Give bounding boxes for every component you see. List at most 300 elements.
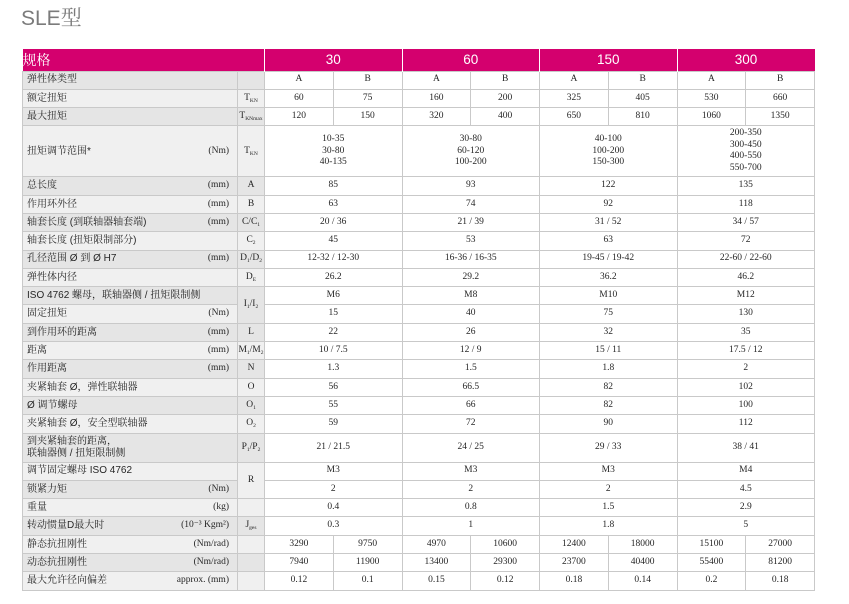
value-cell: M10 <box>540 287 678 305</box>
row-label-wrap <box>27 382 229 394</box>
row-symbol-cell <box>238 554 265 572</box>
value-cell: 24 / 25 <box>402 433 540 462</box>
symbol-letter: /I <box>249 299 256 310</box>
value-cell: 34 / 57 <box>677 213 815 231</box>
value-cell: 60 <box>265 89 334 107</box>
row-symbol-cell <box>238 71 265 89</box>
table-row <box>23 268 815 286</box>
row-label-cell <box>23 480 238 498</box>
value-cell: 82 <box>540 396 678 414</box>
value-cell: 10600 <box>471 535 540 553</box>
value-cell: 21 / 39 <box>402 213 540 231</box>
value-cell: 12400 <box>540 535 609 553</box>
table-row <box>23 195 815 213</box>
value-cell: 46.2 <box>677 268 815 286</box>
row-label-cell <box>23 108 238 126</box>
symbol-subscript: 1 <box>246 446 250 453</box>
row-label-cell <box>23 126 238 177</box>
row-label-cell <box>23 89 238 107</box>
value-line: 60-120 <box>457 145 485 156</box>
symbol-letter: L <box>248 326 254 337</box>
row-symbol-cell <box>238 177 265 195</box>
symbol-letter: /M <box>249 344 261 355</box>
row-label-cell <box>23 572 238 590</box>
value-line: 550-700 <box>729 162 762 173</box>
row-unit: (mm) <box>207 216 229 227</box>
row-label-wrap <box>27 253 229 265</box>
symbol-subscript: KN <box>249 150 258 157</box>
value-cell: 2 <box>677 360 815 378</box>
row-label: 夹紧轴套 Ø，安全型联轴器 <box>27 418 148 430</box>
symbol-letter: B <box>247 198 255 209</box>
table-row <box>23 378 815 396</box>
value-line: 10-35 <box>322 134 345 144</box>
value-cell: 10 / 7.5 <box>265 342 403 360</box>
value-line: 40-100 <box>594 134 622 144</box>
table-row <box>23 360 815 378</box>
table-row <box>23 108 815 126</box>
table-row <box>23 415 815 433</box>
value-cell: 2 <box>402 480 540 498</box>
value-cell: 20 / 36 <box>265 213 403 231</box>
table-row <box>23 499 815 517</box>
row-label: 总长度 <box>27 180 57 192</box>
value-cell: B <box>608 71 677 89</box>
value-cell: 23700 <box>540 554 609 572</box>
row-label-wrap <box>27 436 229 459</box>
symbol-subscript: KNmax <box>245 115 263 122</box>
row-label-wrap <box>27 484 229 496</box>
row-label: 作用环外径 <box>27 198 77 210</box>
value-cell: M3 <box>540 462 678 480</box>
symbol-letter: /P <box>249 441 258 452</box>
table-row <box>23 323 815 341</box>
table-row <box>23 89 815 107</box>
value-cell: 56 <box>265 378 403 396</box>
value-cell: 63 <box>540 232 678 250</box>
symbol-subscript: ges <box>249 525 257 532</box>
row-label-wrap <box>27 180 229 192</box>
value-cell: 75 <box>333 89 402 107</box>
value-cell: 55400 <box>677 554 746 572</box>
row-symbol-cell <box>238 433 265 462</box>
value-cell: 405 <box>608 89 677 107</box>
symbol-letter: T <box>244 145 250 156</box>
value-cell: 90 <box>540 415 678 433</box>
row-label-cell <box>23 195 238 213</box>
row-label-wrap <box>27 308 229 320</box>
row-label-cell <box>23 535 238 553</box>
value-cell: M12 <box>677 287 815 305</box>
value-cell: B <box>333 71 402 89</box>
row-label: 弹性体内径 <box>27 271 77 283</box>
table-row <box>23 433 815 462</box>
row-unit: (mm) <box>207 363 229 374</box>
value-cell: 150 <box>333 108 402 126</box>
row-label-wrap <box>27 557 229 569</box>
row-label: 额定扭矩 <box>27 92 67 104</box>
row-symbol-cell <box>238 342 265 360</box>
row-label-wrap <box>27 199 229 211</box>
row-label: 弹性体类型 <box>27 74 77 86</box>
value-cell: 810 <box>608 108 677 126</box>
symbol-subscript: E <box>252 276 257 283</box>
value-cell: 11900 <box>333 554 402 572</box>
value-cell: 9750 <box>333 535 402 553</box>
value-cell <box>265 126 403 177</box>
value-cell: 29.2 <box>402 268 540 286</box>
value-cell: A <box>540 71 609 89</box>
row-unit: (Nm) <box>208 145 229 156</box>
value-cell: 66 <box>402 396 540 414</box>
row-label-cell <box>23 415 238 433</box>
symbol-letter: O <box>246 418 254 429</box>
value-cell: 32 <box>540 323 678 341</box>
value-cell: 27000 <box>746 535 815 553</box>
value-cell: 29 / 33 <box>540 433 678 462</box>
symbol-subscript: 2 <box>253 423 256 430</box>
symbol-letter: I <box>243 299 247 310</box>
table-row <box>23 535 815 553</box>
table-row <box>23 287 815 305</box>
value-cell: 5 <box>677 517 815 535</box>
row-label: 固定扭矩 <box>27 308 67 320</box>
value-cell: 35 <box>677 323 815 341</box>
value-cell: 40400 <box>608 554 677 572</box>
value-cell: 200 <box>471 89 540 107</box>
value-cell: 3290 <box>265 535 334 553</box>
value-cell: M8 <box>402 287 540 305</box>
value-cell: 85 <box>265 177 403 195</box>
row-unit: (Nm) <box>208 483 229 494</box>
table-row <box>23 342 815 360</box>
symbol-letter: /D <box>249 253 260 264</box>
value-cell: 17.5 / 12 <box>677 342 815 360</box>
value-cell: 15 <box>265 305 403 323</box>
row-unit: (Nm/rad) <box>193 556 229 567</box>
row-label: 动态抗扭刚性 <box>27 556 87 568</box>
value-cell <box>677 126 815 177</box>
value-cell: 4.5 <box>677 480 815 498</box>
value-cell: 118 <box>677 195 815 213</box>
table-row <box>23 213 815 231</box>
value-cell: 7940 <box>265 554 334 572</box>
value-cell: M3 <box>265 462 403 480</box>
size-header-30: 30 <box>265 49 403 71</box>
symbol-letter: P <box>241 441 247 452</box>
value-line: 30-80 <box>322 145 345 156</box>
value-cell: 26.2 <box>265 268 403 286</box>
row-label-wrap <box>27 345 229 357</box>
row-label-cell <box>23 554 238 572</box>
row-symbol-cell <box>238 517 265 535</box>
row-label: 轴套长度 (扭矩限制部分) <box>27 235 137 247</box>
row-label-cell <box>23 323 238 341</box>
row-unit: (mm) <box>207 198 229 209</box>
value-cell: 0.2 <box>677 572 746 590</box>
size-header-60: 60 <box>402 49 540 71</box>
row-label-wrap <box>27 363 229 375</box>
value-line: 150-300 <box>592 157 625 168</box>
value-cell: 102 <box>677 378 815 396</box>
symbol-letter: O <box>246 399 254 410</box>
row-unit: (mm) <box>207 344 229 355</box>
value-cell: 26 <box>402 323 540 341</box>
value-cell: 74 <box>402 195 540 213</box>
value-cell: 0.1 <box>333 572 402 590</box>
value-line: 40-135 <box>319 157 347 168</box>
value-cell: 13400 <box>402 554 471 572</box>
value-cell: 15100 <box>677 535 746 553</box>
row-symbol-cell <box>238 213 265 231</box>
symbol-subscript: 1 <box>246 258 250 265</box>
row-unit: (Nm/rad) <box>193 538 229 549</box>
row-symbol-cell <box>238 232 265 250</box>
symbol-letter: C <box>246 235 253 246</box>
row-unit: (Nm) <box>208 308 229 319</box>
value-cell: 660 <box>746 89 815 107</box>
symbol-subscript: 2 <box>259 258 262 265</box>
symbol-letter: T <box>244 92 250 103</box>
symbol-letter: N <box>247 363 255 374</box>
row-unit: (mm) <box>207 326 229 337</box>
row-label: 调节固定螺母 ISO 4762 <box>27 465 133 477</box>
row-label: 到作用环的距离 <box>27 326 97 338</box>
row-label: 转动惯量D最大时 <box>27 520 105 532</box>
value-cell: 1060 <box>677 108 746 126</box>
symbol-subscript: 2 <box>257 446 261 453</box>
value-cell: 0.3 <box>265 517 403 535</box>
value-line: 400-550 <box>729 151 762 162</box>
value-cell <box>540 126 678 177</box>
table-row <box>23 250 815 268</box>
value-cell: 135 <box>677 177 815 195</box>
value-cell: 75 <box>540 305 678 323</box>
value-cell: 66.5 <box>402 378 540 396</box>
table-row <box>23 71 815 89</box>
row-symbol-cell <box>238 396 265 414</box>
row-label: 作用距离 <box>27 363 67 375</box>
row-label-cell <box>23 305 238 323</box>
value-cell: 0.15 <box>402 572 471 590</box>
row-symbol-cell <box>238 360 265 378</box>
row-label-wrap <box>27 146 229 158</box>
symbol-letter: O <box>247 381 255 392</box>
symbol-letter: J <box>245 520 250 531</box>
value-cell: 92 <box>540 195 678 213</box>
row-label-cell <box>23 268 238 286</box>
row-symbol-cell <box>238 415 265 433</box>
row-label-wrap <box>27 217 229 229</box>
page-title: SLE型 <box>21 7 82 30</box>
row-symbol-cell <box>238 462 265 499</box>
row-label-cell <box>23 360 238 378</box>
symbol-subscript: 1 <box>253 404 256 411</box>
row-label-cell <box>23 396 238 414</box>
value-cell: 0.4 <box>265 499 403 517</box>
value-cell: 530 <box>677 89 746 107</box>
row-unit: approx. (mm) <box>176 575 229 586</box>
row-label-wrap <box>27 400 229 412</box>
value-cell: A <box>265 71 334 89</box>
value-cell: 2 <box>265 480 403 498</box>
row-symbol-cell <box>238 378 265 396</box>
row-label: ISO 4762 螺母，联轴器侧 / 扭矩限制侧 <box>27 290 201 302</box>
value-cell: 0.12 <box>471 572 540 590</box>
row-label: 到夹紧轴套的距离， 联轴器侧 / 扭矩限制侧 <box>27 436 126 459</box>
value-cell: 2 <box>540 480 678 498</box>
row-symbol-cell <box>238 323 265 341</box>
row-label-cell <box>23 232 238 250</box>
row-symbol-cell <box>238 535 265 553</box>
row-label-cell <box>23 71 238 89</box>
value-cell: 36.2 <box>540 268 678 286</box>
symbol-subscript: 2 <box>260 349 264 356</box>
symbol-subscript: 1 <box>246 349 250 356</box>
symbol-subscript: 2 <box>252 240 256 247</box>
table-row <box>23 462 815 480</box>
value-cell: 0.18 <box>746 572 815 590</box>
value-cell: 31 / 52 <box>540 213 678 231</box>
value-cell: 82 <box>540 378 678 396</box>
value-cell: 320 <box>402 108 471 126</box>
table-row <box>23 480 815 498</box>
symbol-letter: C/C <box>241 216 258 227</box>
value-cell: 18000 <box>608 535 677 553</box>
value-cell: 21 / 21.5 <box>265 433 403 462</box>
value-cell: 22 <box>265 323 403 341</box>
row-symbol-cell <box>238 195 265 213</box>
value-cell: 1.5 <box>402 360 540 378</box>
row-label: 扭矩调节范围* <box>27 145 91 157</box>
row-symbol-cell <box>238 572 265 590</box>
symbol-letter: D <box>245 271 253 282</box>
value-cell: M6 <box>265 287 403 305</box>
row-label-wrap <box>27 418 229 430</box>
row-label-cell <box>23 213 238 231</box>
value-cell: 63 <box>265 195 403 213</box>
value-cell: 2.9 <box>677 499 815 517</box>
row-label: 静态抗扭刚性 <box>27 538 87 550</box>
symbol-letter: D <box>240 253 247 264</box>
row-symbol-cell <box>238 126 265 177</box>
value-cell: 122 <box>540 177 678 195</box>
value-cell: 12-32 / 12-30 <box>265 250 403 268</box>
value-cell: 1.5 <box>540 499 678 517</box>
value-cell: 325 <box>540 89 609 107</box>
value-line: 30-80 <box>459 134 482 144</box>
symbol-subscript: 1 <box>246 304 250 311</box>
value-cell: 130 <box>677 305 815 323</box>
row-label-cell <box>23 342 238 360</box>
value-cell: 650 <box>540 108 609 126</box>
row-label: 距离 <box>27 344 47 356</box>
value-line: 100-200 <box>592 145 625 156</box>
row-label: 最大允许径向偏差 <box>27 575 107 587</box>
row-label-wrap <box>27 74 229 86</box>
row-label-wrap <box>27 290 229 302</box>
value-cell: 22-60 / 22-60 <box>677 250 815 268</box>
value-cell: B <box>471 71 540 89</box>
row-symbol-cell <box>238 268 265 286</box>
row-label-cell <box>23 499 238 517</box>
row-label: 夹紧轴套 Ø，弹性联轴器 <box>27 381 138 393</box>
value-cell: 15 / 11 <box>540 342 678 360</box>
row-symbol-cell <box>238 499 265 517</box>
value-cell: 72 <box>402 415 540 433</box>
row-label: 最大扭矩 <box>27 110 67 122</box>
row-label-wrap <box>27 327 229 339</box>
row-label: 轴套长度 (到联轴器轴套端) <box>27 216 147 228</box>
row-label-wrap <box>27 520 229 532</box>
row-unit: (kg) <box>213 502 229 513</box>
value-cell: 19-45 / 19-42 <box>540 250 678 268</box>
symbol-subscript: KN <box>249 97 258 104</box>
value-cell: 0.12 <box>265 572 334 590</box>
row-label-wrap <box>27 539 229 551</box>
table-body <box>23 71 815 590</box>
value-cell <box>402 126 540 177</box>
table-row <box>23 396 815 414</box>
value-line: 200-350 <box>729 128 762 139</box>
value-cell: 4970 <box>402 535 471 553</box>
value-cell: 0.8 <box>402 499 540 517</box>
value-cell: 93 <box>402 177 540 195</box>
value-cell: 55 <box>265 396 403 414</box>
value-cell: 81200 <box>746 554 815 572</box>
row-label-wrap <box>27 235 229 247</box>
row-label-cell <box>23 287 238 305</box>
value-cell: 1.8 <box>540 360 678 378</box>
row-label: 锁紧力矩 <box>27 483 67 495</box>
row-label-wrap <box>27 575 229 587</box>
symbol-subscript: 2 <box>255 304 259 311</box>
row-label-cell <box>23 433 238 462</box>
value-cell: 400 <box>471 108 540 126</box>
table-header-row <box>23 49 815 71</box>
table-row <box>23 177 815 195</box>
value-cell: 12 / 9 <box>402 342 540 360</box>
row-label-wrap <box>27 502 229 514</box>
symbol-subscript: 1 <box>257 221 261 228</box>
value-line: 300-450 <box>729 139 762 150</box>
value-cell: 0.14 <box>608 572 677 590</box>
table-row <box>23 517 815 535</box>
size-header-150: 150 <box>540 49 678 71</box>
row-unit: (10⁻³ Kgm²) <box>181 520 229 531</box>
value-cell: 0.18 <box>540 572 609 590</box>
value-cell: 1.8 <box>540 517 678 535</box>
symbol-letter: A <box>247 180 255 191</box>
size-header-300: 300 <box>677 49 815 71</box>
table-row <box>23 305 815 323</box>
row-unit: (mm) <box>207 180 229 191</box>
row-label: Ø 调节螺母 <box>27 399 78 411</box>
symbol-letter: M <box>238 344 247 355</box>
row-label-cell <box>23 250 238 268</box>
value-cell: 1350 <box>746 108 815 126</box>
row-label-wrap <box>27 272 229 284</box>
row-unit: (mm) <box>207 253 229 264</box>
value-cell: 40 <box>402 305 540 323</box>
value-cell: 29300 <box>471 554 540 572</box>
value-cell: 120 <box>265 108 334 126</box>
symbol-letter: R <box>247 474 255 485</box>
row-label-cell <box>23 378 238 396</box>
table-row <box>23 232 815 250</box>
row-symbol-cell <box>238 287 265 324</box>
value-cell: B <box>746 71 815 89</box>
